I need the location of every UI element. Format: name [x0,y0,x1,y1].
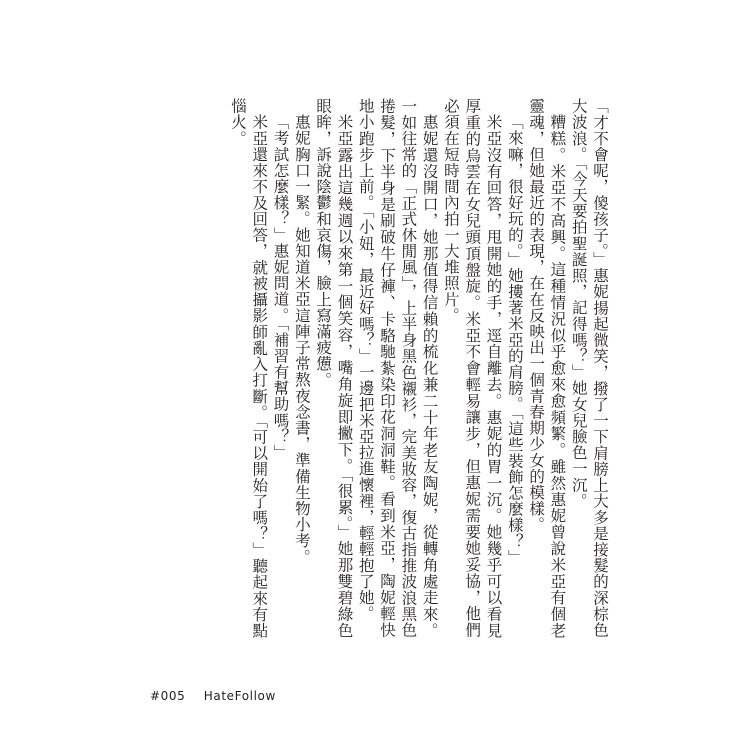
paragraph-9: 米亞還來不及回答，就被攝影師亂入打斷。「可以開始了嗎？」聽起來有點惱火。 [228,98,269,638]
paragraph-5: 惠妮還沒開口，她那值得信賴的梳化兼二十年老友陶妮，從轉角處走來。一如往常的「正式休閒風」，上半身黑色襯衫，完美妝容，復古指推波浪黑色捲髮，下半身是刷破牛仔褲、卡駱馳紮染印花洞洞鞋。看到米亞，陶妮輕快地小跑步上前。「小妞，最近好嗎？」一邊把米亞拉進懷裡，輕輕抱了她。 [356,98,439,638]
vertical-body-text [140,98,610,638]
paragraph-8: 「考試怎麼樣？」惠妮問道。「補習有幫助嗎？」 [271,113,290,460]
paragraph-2: 糟糕。米亞不高興。這種情況似乎愈來愈頻繁。雖然惠妮曾說米亞有個老靈魂，但她最近的表現，在在反映出一個青春期少女的模樣。 [527,98,567,638]
page-number: #005 [150,689,186,703]
paragraph-7: 惠妮胸口一緊。她知道米亞這陣子常熬夜念書，準備生物小考。 [292,113,311,565]
paragraph-3: 「來嘛，很好玩的。」她摟著米亞的肩膀。「這些裝飾怎麼樣？」 [505,113,524,565]
paragraph-6: 米亞露出這幾週以來第一個笑容，嘴角旋即撇下。「很累。」她那雙碧綠色眼眸，訴說陰鬱和哀傷，臉上寫滿疲憊。 [314,98,354,638]
paragraph-4: 米亞沒有回答，甩開她的手，逕自離去。惠妮的胃一沉。她幾乎可以看見厚重的烏雲在女兒頭頂盤旋。米亞不會輕易讓步，但惠妮需要她妥協，他們必須在短時間內拍一大堆照片。 [441,98,503,638]
running-title: HateFollow [203,689,276,703]
page-footer [150,689,276,709]
paragraph-1: 「才不會呢，傻孩子。」惠妮揚起微笑，撥了一下肩膀上大多是接髮的深棕色大波浪。「今天要拍聖誕照，記得嗎？」她女兒臉色一沉。 [569,98,609,638]
